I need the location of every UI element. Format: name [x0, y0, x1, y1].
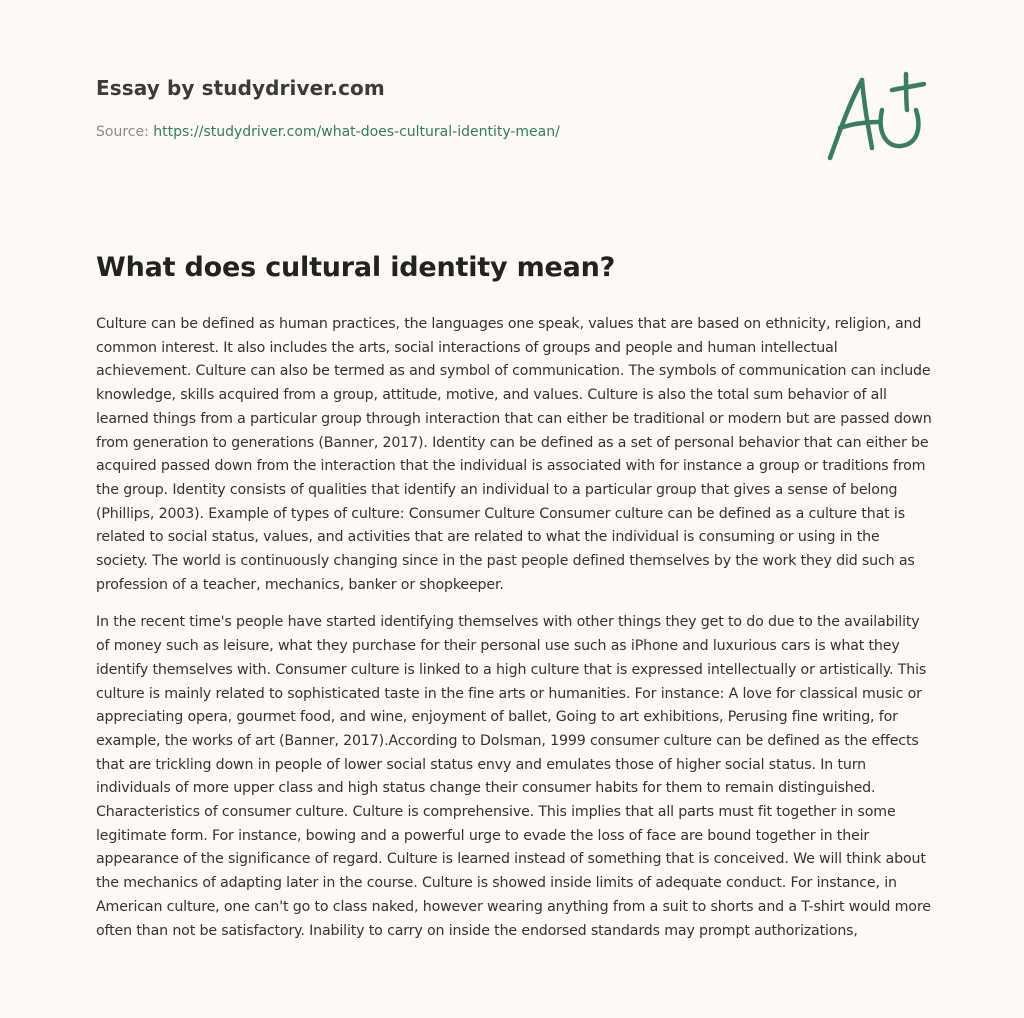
source-line [96, 124, 560, 140]
essay-title: What does cultural identity mean? [96, 252, 616, 283]
a-plus-logo-icon [820, 66, 930, 166]
essay-body [96, 313, 934, 957]
essay-paragraph: In the recent time's people have started identifying themselves with other things they get to do due to the availability of money such as leisure, what they purchase for their personal use such as iPhone and luxurious cars is what they identify themselves with. Consumer culture is linked to a high culture that is expressed intellectually or artistically. This culture is mainly related to sophisticated taste in the fine arts or humanities. For instance: A love for classical music or appreciating opera, gourmet food, and wine, enjoyment of ballet, Going to art exhibitions, Perusing fine writing, for example, the works of art (Banner, 2017).According to Dolsman, 1999 consumer culture can be defined as the effects that are trickling down in people of lower social status envy and emulates those of higher social status. In turn individuals of more upper class and high status change their consumer habits for them to remain distinguished. Characteristics of consumer culture. Culture is comprehensive. This implies that all parts must fit together in some legitimate form. For instance, bowing and a powerful urge to evade the loss of face are bound together in their appearance of the significance of regard. Culture is learned instead of something that is conceived. We will think about the mechanics of adapting later in the course. Culture is showed inside limits of adequate conduct. For instance, in American culture, one can't go to class naked, however wearing anything from a suit to shorts and a T-shirt would more often than not be satisfactory. Inability to carry on inside the endorsed standards may prompt authorizations, [96, 614, 931, 939]
essay-paragraph: Culture can be defined as human practices, the languages one speak, values that are based on ethnicity, religion, and common interest. It also includes the arts, social interactions of groups and people and human intellectual achievement. Culture can also be termed as and symbol of communication. The symbols of communication can include knowledge, skills acquired from a group, attitude, motive, and values. Culture is also the total sum behavior of all learned things from a particular group through interaction that can either be traditional or modern but are passed down from generation to generations (Banner, 2017). Identity can be defined as a set of personal behavior that can either be acquired passed down from the interaction that the individual is associated with for instance a group or traditions from the group. Identity consists of qualities that identify an individual to a particular group that gives a sense of belong (Phillips, 2003). Example of types of culture: Consumer Culture Consumer culture can be defined as a culture that is related to social status, values, and activities that are related to what the individual is consuming or using in the society. The world is continuously changing since in the past people defined themselves by the work they did such as profession of a teacher, mechanics, banker or shopkeeper. [96, 316, 932, 593]
source-link[interactable]: https://studydriver.com/what-does-cultural-identity-mean/ [153, 124, 560, 140]
source-label: Source: [96, 124, 149, 140]
brand-title: Essay by studydriver.com [96, 76, 385, 100]
essay-header [96, 76, 936, 140]
